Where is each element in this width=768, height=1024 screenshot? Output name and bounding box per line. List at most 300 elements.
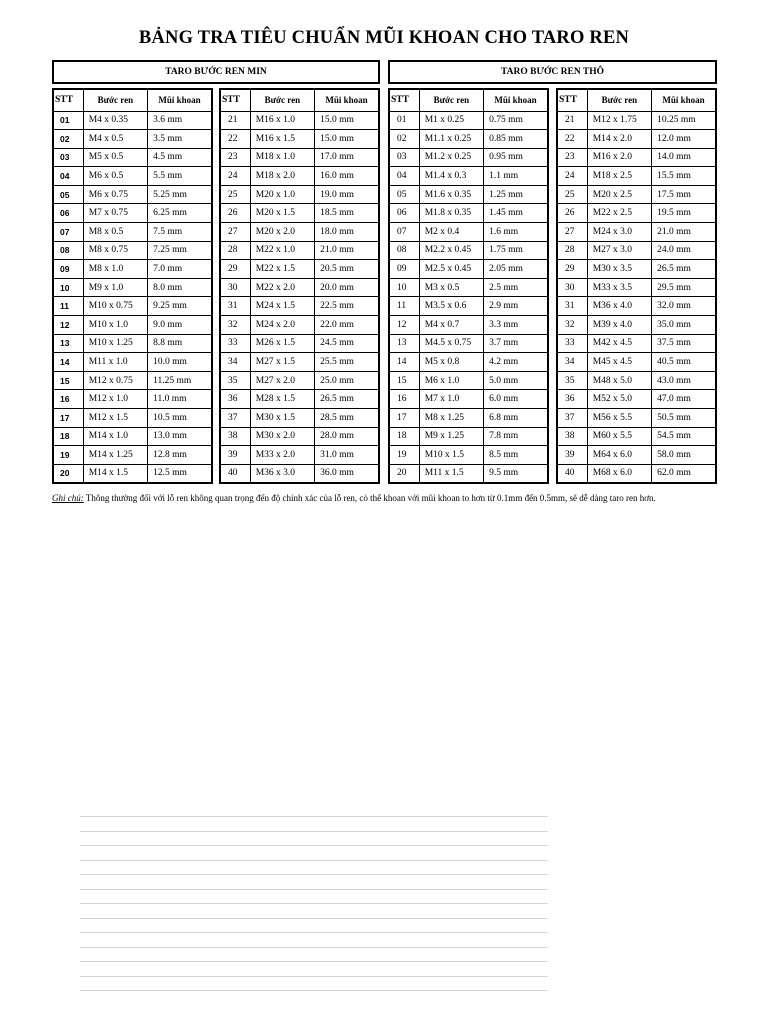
cell-thread-pitch: M12 x 1.0 xyxy=(83,390,147,409)
cell-thread-pitch: M36 x 3.0 xyxy=(250,464,314,483)
ruled-line xyxy=(80,918,548,919)
cell-stt: 13 xyxy=(53,334,83,353)
table-row xyxy=(557,427,716,446)
cell-drill-size: 6.25 mm xyxy=(148,204,212,223)
ruled-line xyxy=(80,845,548,846)
column-header-drill-size: Mũi khoan xyxy=(652,89,716,111)
cell-drill-size: 8.8 mm xyxy=(148,334,212,353)
cell-drill-size: 16.0 mm xyxy=(315,167,379,186)
cell-drill-size: 0.75 mm xyxy=(484,111,548,130)
cell-drill-size: 10.25 mm xyxy=(652,111,716,130)
table-row xyxy=(220,390,379,409)
fine-thread-header: TARO BƯỚC REN MIN xyxy=(52,60,380,84)
cell-thread-pitch: M48 x 5.0 xyxy=(587,371,651,390)
cell-thread-pitch: M18 x 1.0 xyxy=(250,148,314,167)
cell-stt: 20 xyxy=(53,464,83,483)
table-row xyxy=(389,371,548,390)
cell-drill-size: 0.85 mm xyxy=(484,130,548,149)
cell-thread-pitch: M27 x 2.0 xyxy=(250,371,314,390)
cell-drill-size: 3.5 mm xyxy=(148,130,212,149)
coarse-thread-table-1 xyxy=(388,88,549,484)
cell-stt: 27 xyxy=(220,223,250,242)
cell-stt: 30 xyxy=(557,278,587,297)
cell-thread-pitch: M39 x 4.0 xyxy=(587,316,651,335)
cell-stt: 11 xyxy=(389,297,419,316)
column-header-stt: STT xyxy=(53,89,83,111)
cell-drill-size: 35.0 mm xyxy=(652,316,716,335)
cell-drill-size: 2.9 mm xyxy=(484,297,548,316)
cell-thread-pitch: M7 x 1.0 xyxy=(419,390,483,409)
table-row xyxy=(53,316,212,335)
table-row xyxy=(389,334,548,353)
cell-thread-pitch: M5 x 0.5 xyxy=(83,148,147,167)
cell-drill-size: 25.5 mm xyxy=(315,353,379,372)
footnote xyxy=(52,493,716,504)
cell-drill-size: 28.5 mm xyxy=(315,409,379,428)
cell-thread-pitch: M7 x 0.75 xyxy=(83,204,147,223)
table-row xyxy=(557,111,716,130)
cell-thread-pitch: M20 x 2.5 xyxy=(587,185,651,204)
cell-drill-size: 20.0 mm xyxy=(315,278,379,297)
cell-stt: 21 xyxy=(557,111,587,130)
table-row xyxy=(389,204,548,223)
page-title: BẢNG TRA TIÊU CHUẨN MŨI KHOAN CHO TARO REN xyxy=(138,28,630,48)
cell-drill-size: 58.0 mm xyxy=(652,446,716,465)
cell-stt: 16 xyxy=(53,390,83,409)
cell-drill-size: 3.6 mm xyxy=(148,111,212,130)
cell-thread-pitch: M14 x 2.0 xyxy=(587,130,651,149)
cell-thread-pitch: M18 x 2.0 xyxy=(250,167,314,186)
cell-thread-pitch: M1.4 x 0.3 xyxy=(419,167,483,186)
cell-stt: 24 xyxy=(557,167,587,186)
cell-stt: 29 xyxy=(557,260,587,279)
table-row xyxy=(557,278,716,297)
cell-drill-size: 21.0 mm xyxy=(315,241,379,260)
table-header-row xyxy=(220,89,379,111)
cell-stt: 17 xyxy=(53,409,83,428)
cell-stt: 12 xyxy=(53,316,83,335)
cell-drill-size: 15.0 mm xyxy=(315,130,379,149)
ruled-line xyxy=(80,889,548,890)
ruled-line xyxy=(80,816,548,817)
cell-drill-size: 19.0 mm xyxy=(315,185,379,204)
column-header-drill-size: Mũi khoan xyxy=(315,89,379,111)
cell-drill-size: 12.8 mm xyxy=(148,446,212,465)
cell-drill-size: 1.75 mm xyxy=(484,241,548,260)
cell-thread-pitch: M30 x 1.5 xyxy=(250,409,314,428)
cell-drill-size: 18.0 mm xyxy=(315,223,379,242)
cell-thread-pitch: M5 x 0.8 xyxy=(419,353,483,372)
cell-thread-pitch: M68 x 6.0 xyxy=(587,464,651,483)
cell-stt: 25 xyxy=(557,185,587,204)
table-row xyxy=(557,464,716,483)
table-row xyxy=(389,185,548,204)
ruled-line xyxy=(80,990,548,991)
cell-stt: 10 xyxy=(53,278,83,297)
cell-thread-pitch: M10 x 1.25 xyxy=(83,334,147,353)
cell-thread-pitch: M33 x 3.5 xyxy=(587,278,651,297)
cell-drill-size: 5.5 mm xyxy=(148,167,212,186)
cell-thread-pitch: M3.5 x 0.6 xyxy=(419,297,483,316)
cell-thread-pitch: M30 x 2.0 xyxy=(250,427,314,446)
cell-drill-size: 1.25 mm xyxy=(484,185,548,204)
cell-thread-pitch: M2.5 x 0.45 xyxy=(419,260,483,279)
table-row xyxy=(557,371,716,390)
table-row xyxy=(389,148,548,167)
cell-drill-size: 7.8 mm xyxy=(484,427,548,446)
cell-stt: 20 xyxy=(389,464,419,483)
cell-thread-pitch: M30 x 3.5 xyxy=(587,260,651,279)
cell-drill-size: 9.5 mm xyxy=(484,464,548,483)
table-row xyxy=(557,409,716,428)
cell-stt: 22 xyxy=(220,130,250,149)
cell-thread-pitch: M2.2 x 0.45 xyxy=(419,241,483,260)
table-row xyxy=(389,167,548,186)
cell-drill-size: 31.0 mm xyxy=(315,446,379,465)
cell-stt: 13 xyxy=(389,334,419,353)
cell-stt: 29 xyxy=(220,260,250,279)
cell-thread-pitch: M60 x 5.5 xyxy=(587,427,651,446)
table-row xyxy=(53,148,212,167)
footnote-label: Ghi chú: xyxy=(52,493,84,503)
cell-stt: 32 xyxy=(557,316,587,335)
cell-thread-pitch: M3 x 0.5 xyxy=(419,278,483,297)
fine-thread-table-1 xyxy=(52,88,213,484)
cell-drill-size: 24.5 mm xyxy=(315,334,379,353)
cell-stt: 09 xyxy=(53,260,83,279)
cell-thread-pitch: M8 x 0.75 xyxy=(83,241,147,260)
cell-drill-size: 4.5 mm xyxy=(148,148,212,167)
table-row xyxy=(53,427,212,446)
cell-drill-size: 22.0 mm xyxy=(315,316,379,335)
table-row xyxy=(389,353,548,372)
cell-stt: 04 xyxy=(53,167,83,186)
cell-thread-pitch: M4.5 x 0.75 xyxy=(419,334,483,353)
cell-thread-pitch: M11 x 1.5 xyxy=(419,464,483,483)
cell-drill-size: 25.0 mm xyxy=(315,371,379,390)
cell-stt: 38 xyxy=(220,427,250,446)
table-row xyxy=(53,260,212,279)
ruled-line xyxy=(80,961,548,962)
table-row xyxy=(53,278,212,297)
cell-drill-size: 12.0 mm xyxy=(652,130,716,149)
cell-stt: 19 xyxy=(389,446,419,465)
cell-drill-size: 18.5 mm xyxy=(315,204,379,223)
cell-stt: 15 xyxy=(389,371,419,390)
table-row xyxy=(557,260,716,279)
table-row xyxy=(220,316,379,335)
cell-stt: 07 xyxy=(53,223,83,242)
cell-thread-pitch: M24 x 3.0 xyxy=(587,223,651,242)
fine-thread-table-2 xyxy=(219,88,380,484)
table-row xyxy=(389,111,548,130)
table-row xyxy=(389,223,548,242)
cell-drill-size: 37.5 mm xyxy=(652,334,716,353)
table-header-row xyxy=(53,89,212,111)
cell-stt: 40 xyxy=(220,464,250,483)
cell-stt: 27 xyxy=(557,223,587,242)
cell-drill-size: 1.45 mm xyxy=(484,204,548,223)
column-header-stt: STT xyxy=(557,89,587,111)
cell-drill-size: 14.0 mm xyxy=(652,148,716,167)
column-header-drill-size: Mũi khoan xyxy=(484,89,548,111)
table-row xyxy=(53,223,212,242)
column-header-drill-size: Mũi khoan xyxy=(148,89,212,111)
column-header-stt: STT xyxy=(220,89,250,111)
cell-thread-pitch: M22 x 2.0 xyxy=(250,278,314,297)
cell-thread-pitch: M4 x 0.5 xyxy=(83,130,147,149)
table-row xyxy=(220,167,379,186)
cell-stt: 33 xyxy=(557,334,587,353)
cell-stt: 01 xyxy=(389,111,419,130)
cell-stt: 14 xyxy=(53,353,83,372)
cell-thread-pitch: M22 x 1.0 xyxy=(250,241,314,260)
cell-stt: 08 xyxy=(389,241,419,260)
cell-thread-pitch: M28 x 1.5 xyxy=(250,390,314,409)
table-row xyxy=(557,185,716,204)
cell-thread-pitch: M20 x 2.0 xyxy=(250,223,314,242)
table-row xyxy=(220,278,379,297)
cell-stt: 21 xyxy=(220,111,250,130)
table-row xyxy=(220,111,379,130)
ruled-line xyxy=(80,976,548,977)
table-row xyxy=(557,167,716,186)
cell-stt: 33 xyxy=(220,334,250,353)
cell-thread-pitch: M26 x 1.5 xyxy=(250,334,314,353)
table-row xyxy=(53,446,212,465)
cell-stt: 23 xyxy=(220,148,250,167)
cell-drill-size: 3.3 mm xyxy=(484,316,548,335)
cell-thread-pitch: M33 x 2.0 xyxy=(250,446,314,465)
cell-thread-pitch: M1.8 x 0.35 xyxy=(419,204,483,223)
cell-drill-size: 19.5 mm xyxy=(652,204,716,223)
cell-stt: 02 xyxy=(389,130,419,149)
cell-thread-pitch: M20 x 1.0 xyxy=(250,185,314,204)
cell-thread-pitch: M1.1 x 0.25 xyxy=(419,130,483,149)
ruled-lines xyxy=(80,816,548,1005)
table-row xyxy=(557,297,716,316)
table-row xyxy=(53,390,212,409)
cell-stt: 05 xyxy=(389,185,419,204)
column-header-thread-pitch: Bước ren xyxy=(419,89,483,111)
table-row xyxy=(53,297,212,316)
table-row xyxy=(389,446,548,465)
cell-thread-pitch: M22 x 1.5 xyxy=(250,260,314,279)
cell-thread-pitch: M2 x 0.4 xyxy=(419,223,483,242)
table-row xyxy=(220,334,379,353)
cell-stt: 17 xyxy=(389,409,419,428)
cell-stt: 03 xyxy=(53,148,83,167)
table-row xyxy=(389,260,548,279)
column-header-stt: STT xyxy=(389,89,419,111)
cell-stt: 06 xyxy=(389,204,419,223)
cell-thread-pitch: M20 x 1.5 xyxy=(250,204,314,223)
cell-drill-size: 9.0 mm xyxy=(148,316,212,335)
cell-drill-size: 7.0 mm xyxy=(148,260,212,279)
cell-drill-size: 28.0 mm xyxy=(315,427,379,446)
table-row xyxy=(53,130,212,149)
cell-drill-size: 11.25 mm xyxy=(148,371,212,390)
cell-thread-pitch: M1.6 x 0.35 xyxy=(419,185,483,204)
cell-drill-size: 24.0 mm xyxy=(652,241,716,260)
cell-thread-pitch: M6 x 0.75 xyxy=(83,185,147,204)
table-row xyxy=(557,241,716,260)
column-header-thread-pitch: Bước ren xyxy=(250,89,314,111)
cell-thread-pitch: M1.2 x 0.25 xyxy=(419,148,483,167)
table-row xyxy=(220,353,379,372)
cell-stt: 06 xyxy=(53,204,83,223)
cell-thread-pitch: M52 x 5.0 xyxy=(587,390,651,409)
cell-drill-size: 50.5 mm xyxy=(652,409,716,428)
table-row xyxy=(53,334,212,353)
cell-drill-size: 17.0 mm xyxy=(315,148,379,167)
cell-thread-pitch: M10 x 1.0 xyxy=(83,316,147,335)
cell-stt: 34 xyxy=(557,353,587,372)
table-row xyxy=(53,185,212,204)
cell-thread-pitch: M16 x 2.0 xyxy=(587,148,651,167)
cell-drill-size: 15.0 mm xyxy=(315,111,379,130)
cell-thread-pitch: M1 x 0.25 xyxy=(419,111,483,130)
cell-thread-pitch: M4 x 0.35 xyxy=(83,111,147,130)
cell-stt: 39 xyxy=(557,446,587,465)
cell-drill-size: 20.5 mm xyxy=(315,260,379,279)
table-row xyxy=(53,241,212,260)
cell-stt: 25 xyxy=(220,185,250,204)
table-row xyxy=(389,409,548,428)
table-row xyxy=(53,371,212,390)
cell-thread-pitch: M42 x 4.5 xyxy=(587,334,651,353)
cell-thread-pitch: M56 x 5.5 xyxy=(587,409,651,428)
cell-drill-size: 6.0 mm xyxy=(484,390,548,409)
cell-stt: 01 xyxy=(53,111,83,130)
cell-drill-size: 8.0 mm xyxy=(148,278,212,297)
cell-drill-size: 29.5 mm xyxy=(652,278,716,297)
table-row xyxy=(389,390,548,409)
cell-thread-pitch: M6 x 1.0 xyxy=(419,371,483,390)
cell-drill-size: 21.0 mm xyxy=(652,223,716,242)
table-row xyxy=(220,297,379,316)
cell-stt: 19 xyxy=(53,446,83,465)
cell-thread-pitch: M8 x 1.25 xyxy=(419,409,483,428)
cell-drill-size: 54.5 mm xyxy=(652,427,716,446)
cell-stt: 23 xyxy=(557,148,587,167)
table-row xyxy=(557,130,716,149)
cell-thread-pitch: M18 x 2.5 xyxy=(587,167,651,186)
ruled-line xyxy=(80,874,548,875)
cell-stt: 18 xyxy=(53,427,83,446)
ruled-line xyxy=(80,831,548,832)
cell-stt: 28 xyxy=(557,241,587,260)
cell-drill-size: 10.0 mm xyxy=(148,353,212,372)
coarse-thread-table-2 xyxy=(556,88,717,484)
cell-stt: 35 xyxy=(220,371,250,390)
cell-thread-pitch: M22 x 2.5 xyxy=(587,204,651,223)
table-row xyxy=(557,204,716,223)
cell-thread-pitch: M24 x 2.0 xyxy=(250,316,314,335)
cell-drill-size: 12.5 mm xyxy=(148,464,212,483)
table-row xyxy=(389,297,548,316)
table-row xyxy=(220,260,379,279)
cell-stt: 08 xyxy=(53,241,83,260)
cell-stt: 10 xyxy=(389,278,419,297)
cell-stt: 30 xyxy=(220,278,250,297)
cell-drill-size: 10.5 mm xyxy=(148,409,212,428)
cell-drill-size: 11.0 mm xyxy=(148,390,212,409)
cell-thread-pitch: M12 x 1.5 xyxy=(83,409,147,428)
cell-stt: 39 xyxy=(220,446,250,465)
table-row xyxy=(220,446,379,465)
cell-drill-size: 8.5 mm xyxy=(484,446,548,465)
table-header-row xyxy=(389,89,548,111)
table-row xyxy=(557,334,716,353)
table-row xyxy=(389,278,548,297)
cell-drill-size: 6.8 mm xyxy=(484,409,548,428)
cell-thread-pitch: M11 x 1.0 xyxy=(83,353,147,372)
table-row xyxy=(220,130,379,149)
cell-stt: 18 xyxy=(389,427,419,446)
cell-drill-size: 7.5 mm xyxy=(148,223,212,242)
coarse-thread-header: TARO BƯỚC REN THÔ xyxy=(388,60,717,84)
cell-drill-size: 15.5 mm xyxy=(652,167,716,186)
table-row xyxy=(53,167,212,186)
table-row xyxy=(53,204,212,223)
cell-drill-size: 22.5 mm xyxy=(315,297,379,316)
cell-thread-pitch: M14 x 1.5 xyxy=(83,464,147,483)
table-row xyxy=(53,409,212,428)
table-row xyxy=(220,241,379,260)
cell-thread-pitch: M12 x 1.75 xyxy=(587,111,651,130)
cell-thread-pitch: M12 x 0.75 xyxy=(83,371,147,390)
table-row xyxy=(220,371,379,390)
table-row xyxy=(220,185,379,204)
table-row xyxy=(220,223,379,242)
cell-drill-size: 2.5 mm xyxy=(484,278,548,297)
cell-stt: 11 xyxy=(53,297,83,316)
cell-drill-size: 5.0 mm xyxy=(484,371,548,390)
cell-stt: 35 xyxy=(557,371,587,390)
cell-drill-size: 13.0 mm xyxy=(148,427,212,446)
cell-drill-size: 2.05 mm xyxy=(484,260,548,279)
table-row xyxy=(389,241,548,260)
cell-thread-pitch: M6 x 0.5 xyxy=(83,167,147,186)
cell-drill-size: 1.1 mm xyxy=(484,167,548,186)
cell-stt: 03 xyxy=(389,148,419,167)
table-row xyxy=(557,148,716,167)
table-row xyxy=(557,446,716,465)
table-row xyxy=(389,130,548,149)
cell-thread-pitch: M16 x 1.0 xyxy=(250,111,314,130)
table-row xyxy=(220,148,379,167)
table-row xyxy=(53,464,212,483)
table-row xyxy=(557,353,716,372)
cell-stt: 26 xyxy=(557,204,587,223)
cell-drill-size: 17.5 mm xyxy=(652,185,716,204)
table-header-row xyxy=(557,89,716,111)
column-header-thread-pitch: Bước ren xyxy=(83,89,147,111)
cell-thread-pitch: M24 x 1.5 xyxy=(250,297,314,316)
table-row xyxy=(389,316,548,335)
cell-thread-pitch: M36 x 4.0 xyxy=(587,297,651,316)
cell-stt: 37 xyxy=(557,409,587,428)
cell-stt: 05 xyxy=(53,185,83,204)
cell-drill-size: 4.2 mm xyxy=(484,353,548,372)
cell-stt: 28 xyxy=(220,241,250,260)
cell-stt: 12 xyxy=(389,316,419,335)
cell-drill-size: 40.5 mm xyxy=(652,353,716,372)
cell-stt: 24 xyxy=(220,167,250,186)
cell-stt: 34 xyxy=(220,353,250,372)
cell-thread-pitch: M10 x 0.75 xyxy=(83,297,147,316)
